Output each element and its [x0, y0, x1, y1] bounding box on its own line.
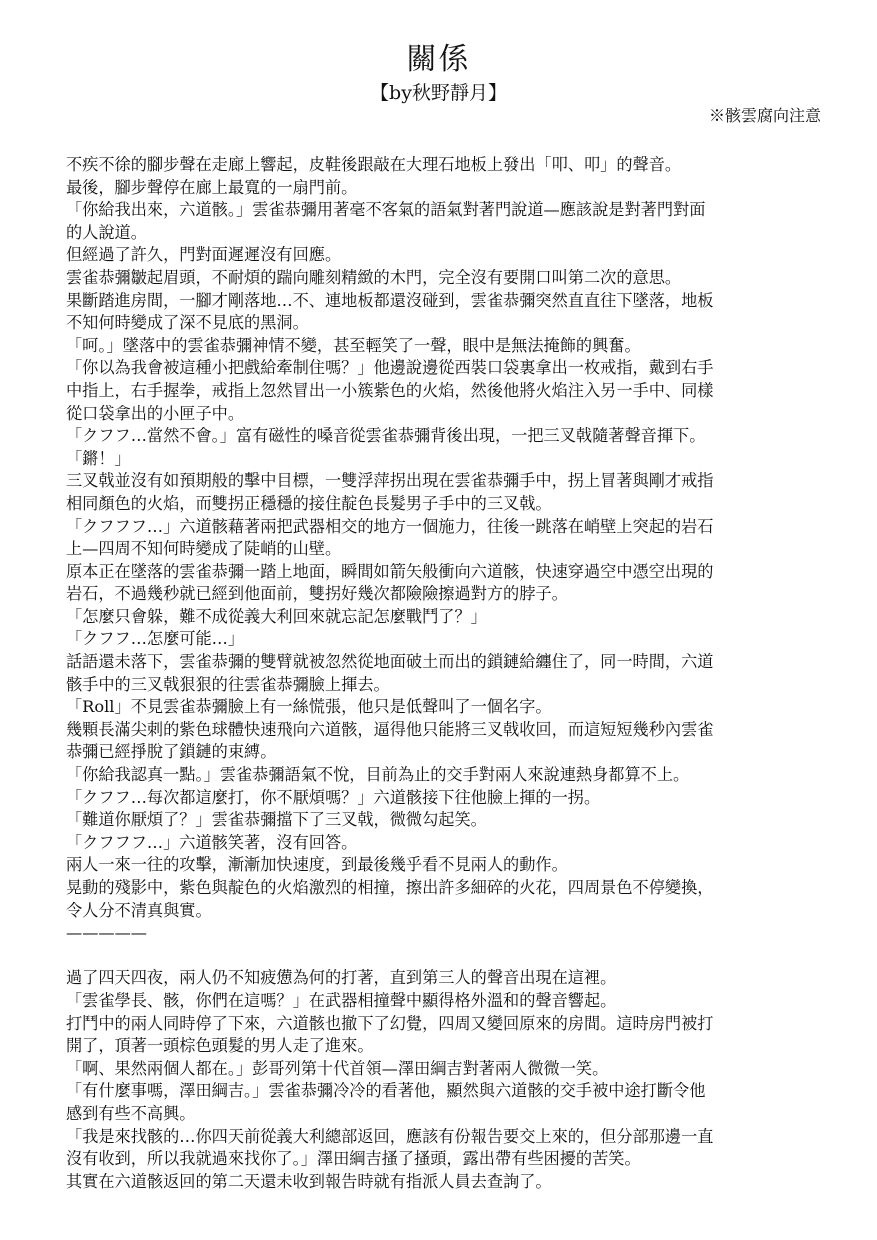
text-line: 的人說道。 — [66, 222, 147, 242]
text-line: 「我是來找骸的…你四天前從義大利總部返回，應該有份報告要交上來的，但分部那邊一直 — [66, 1126, 714, 1146]
text-line: 「你以為我會被這種小把戲給牽制住嗎？」他邊說邊從西裝口袋裏拿出一枚戒指，戴到右手 — [66, 358, 714, 378]
text-line: 但經過了許久，門對面遲遲沒有回應。 — [66, 245, 342, 265]
text-line: 「クフフフ…」六道骸笑著，沒有回答。 — [66, 832, 358, 852]
text-line: 「雲雀學長、骸，你們在這嗎？」在武器相撞聲中顯得格外溫和的聲音響起。 — [66, 990, 617, 1010]
text-line: 「クフフ…當然不會。」富有磁性的嗓音從雲雀恭彌背後出現，一把三叉戟隨著聲音揮下。 — [66, 426, 706, 446]
text-line: 幾顆長滿尖刺的紫色球體快速飛向六道骸，逼得他只能將三叉戟收回，而這短短幾秒內雲雀 — [66, 719, 714, 739]
text-line: 兩人一來一往的攻擊，漸漸加快速度，到最後幾乎看不見兩人的動作。 — [66, 855, 568, 875]
text-line: 恭彌已經掙脫了鎖鏈的束縛。 — [66, 742, 277, 762]
text-line: 「你給我認真一點。」雲雀恭彌語氣不悅，目前為止的交手對兩人來說連熱身都算不上。 — [66, 765, 690, 785]
text-line: 岩石，不過幾秒就已經到他面前，雙拐好幾次都險險擦過對方的脖子。 — [66, 584, 568, 604]
document-title: 關係 — [406, 42, 471, 77]
text-line: 相同顏色的火焰，而雙拐正穩穩的接住靛色長髮男子手中的三叉戟。 — [66, 493, 552, 513]
text-line: 「鏘！」 — [66, 448, 131, 468]
text-line: 晃動的殘影中，紫色與靛色的火焰激烈的相撞，擦出許多細碎的火花，四周景色不停變換， — [66, 878, 714, 897]
text-line: 不知何時變成了深不見底的黑洞。 — [66, 313, 309, 333]
text-line: 最後，腳步聲停在廊上最寬的一扇門前。 — [66, 177, 358, 197]
author-byline: 【by秋野靜月】 — [370, 82, 507, 104]
text-line: 令人分不清真與實。 — [66, 900, 212, 920]
text-line: 原本正在墜落的雲雀恭彌一踏上地面，瞬間如箭矢般衝向六道骸，快速穿過空中憑空出現的 — [66, 561, 714, 581]
text-line: 打鬥中的兩人同時停了下來，六道骸也撤下了幻覺，四周又變回原來的房間。這時房門被打 — [66, 1013, 714, 1033]
text-line: 上—四周不知何時變成了陡峭的山壁。 — [66, 539, 342, 559]
text-line: 雲雀恭彌皺起眉頭，不耐煩的踹向雕刻精緻的木門，完全沒有要開口叫第二次的意思。 — [66, 267, 682, 287]
story-body — [66, 154, 822, 1193]
text-line: 「你給我出來，六道骸。」雲雀恭彌用著毫不客氣的語氣對著門說道—應該說是對著門對面 — [66, 200, 706, 220]
text-line: ————— — [66, 923, 147, 943]
text-line: 果斷踏進房間，一腳才剛落地…不、連地板都還沒碰到，雲雀恭彌突然直直往下墜落，地板 — [66, 290, 714, 310]
text-line: 「啊、果然兩個人都在。」彭哥列第十代首領—澤田綱吉對著兩人微微一笑。 — [66, 1058, 609, 1078]
text-line: 三叉戟並沒有如預期般的擊中目標，一雙浮萍拐出現在雲雀恭彌手中，拐上冒著與剛才戒指 — [66, 471, 714, 491]
text-line: 中指上，右手握拳，戒指上忽然冒出一小簇紫色的火焰，然後他將火焰注入另一手中、同樣 — [66, 380, 714, 400]
text-line: 「呵。」墜落中的雲雀恭彌神情不變，甚至輕笑了一聲，眼中是無法掩飾的興奮。 — [66, 335, 641, 355]
text-line: 「Roll」不見雲雀恭彌臉上有一絲慌張，他只是低聲叫了一個名字。 — [66, 697, 552, 717]
text-line: 「怎麼只會躲，難不成從義大利回來就忘記怎麼戰鬥了？」 — [66, 606, 487, 626]
text-line: 「有什麼事嗎，澤田綱吉。」雲雀恭彌冷冷的看著他，顯然與六道骸的交手被中途打斷令他 — [66, 1081, 706, 1101]
text-line: 「クフフ…怎麼可能…」 — [66, 629, 245, 649]
text-line: 不疾不徐的腳步聲在走廊上響起，皮鞋後跟敲在大理石地板上發出「叩、叩」的聲音。 — [66, 155, 682, 174]
text-line: 「クフフ…每次都這麼打，你不厭煩嗎？」六道骸接下往他臉上揮的一拐。 — [66, 787, 601, 807]
text-line: 從口袋拿出的小匣子中。 — [66, 403, 245, 423]
text-line: 感到有些不高興。 — [66, 1103, 196, 1123]
text-line — [66, 945, 822, 968]
warning-note: ※骸雲腐向注意 — [708, 106, 821, 125]
text-line: 話語還未落下，雲雀恭彌的雙臂就被忽然從地面破土而出的鎖鏈給纏住了，同一時間，六道 — [66, 652, 714, 672]
text-line: 開了，頂著一頭棕色頭髮的男人走了進來。 — [66, 1036, 374, 1056]
text-line: 過了四天四夜，兩人仍不知疲憊為何的打著，直到第三人的聲音出現在這裡。 — [66, 968, 617, 988]
text-line: 其實在六道骸返回的第二天還未收到報告時就有指派人員去查詢了。 — [66, 1171, 552, 1191]
text-line: 「クフフフ…」六道骸藉著兩把武器相交的地方一個施力，往後一跳落在峭壁上突起的岩石 — [66, 516, 714, 536]
text-line: 「難道你厭煩了？」雲雀恭彌擋下了三叉戟，微微勾起笑。 — [66, 810, 487, 830]
text-line: 沒有收到，所以我就過來找你了。」澤田綱吉搔了搔頭，露出帶有些困擾的苦笑。 — [66, 1149, 641, 1169]
text-line: 骸手中的三叉戟狠狠的往雲雀恭彌臉上揮去。 — [66, 674, 390, 694]
